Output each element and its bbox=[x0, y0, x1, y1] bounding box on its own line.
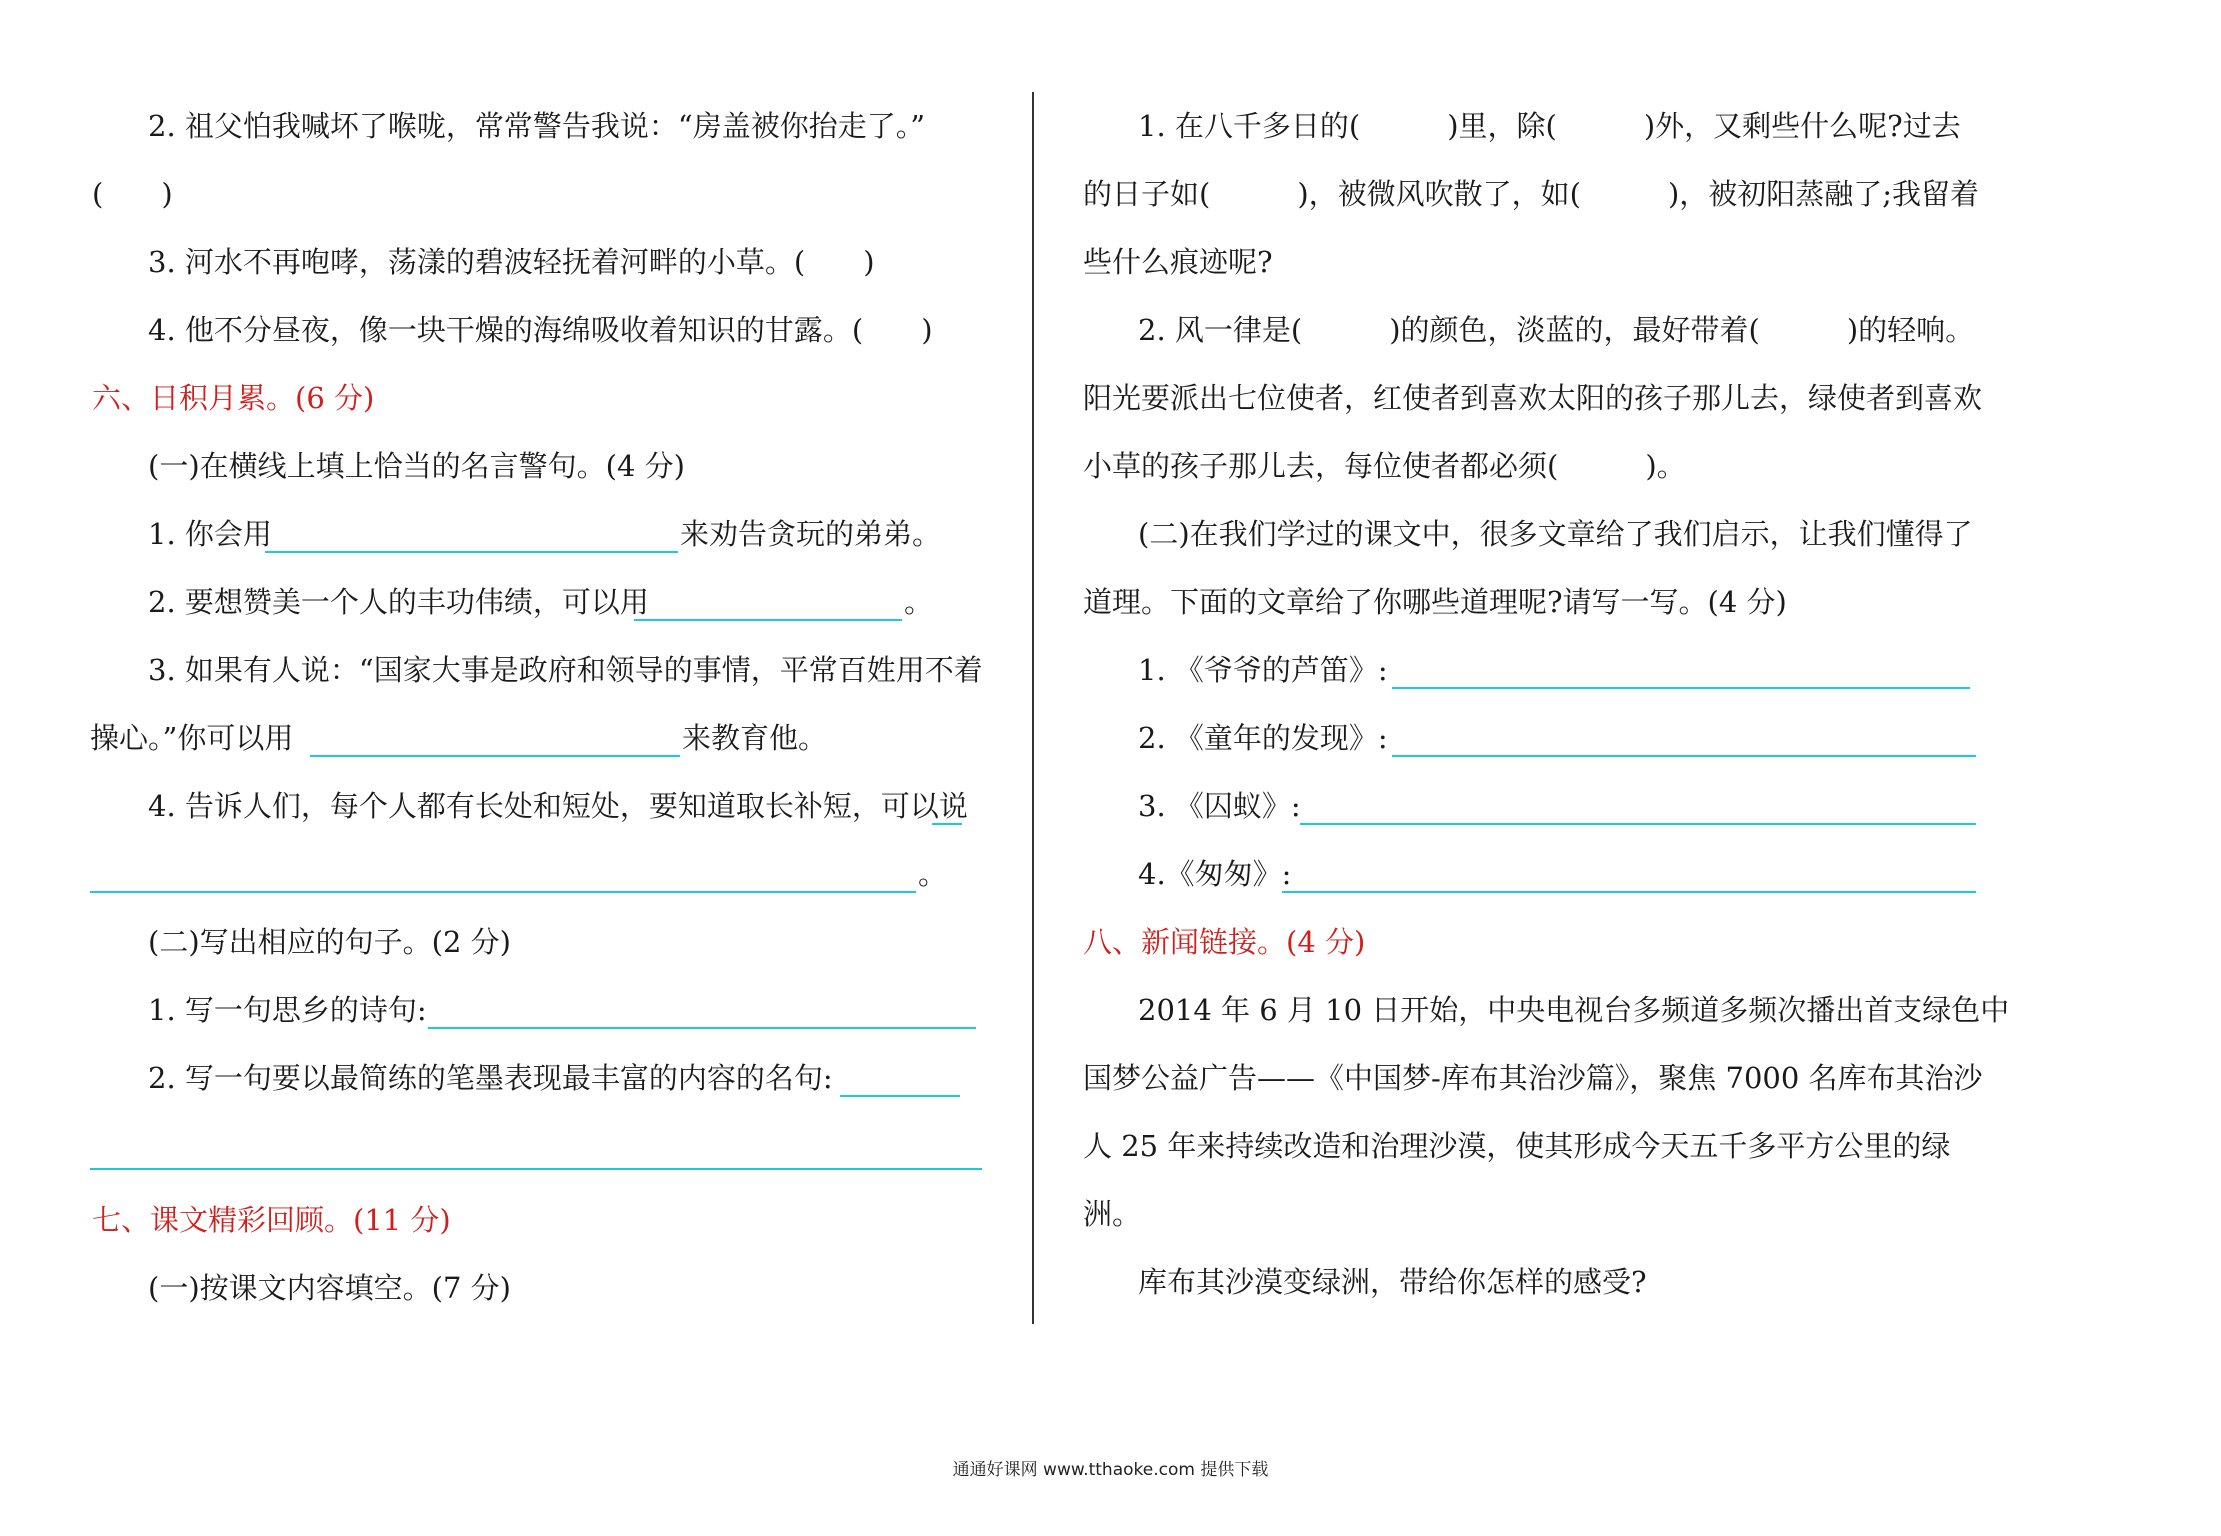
news-line-4: 洲。 bbox=[1083, 1197, 1142, 1231]
s6-item-1-prefix: 1. 你会用 bbox=[148, 517, 272, 551]
r-item-2-line-2: 阳光要派出七位使者，红使者到喜欢太阳的孩子那儿去，绿使者到喜欢 bbox=[1083, 381, 1983, 415]
column-divider bbox=[1032, 92, 1034, 1324]
r-part-2-line-2: 道理。下面的文章给了你哪些道理呢?请写一写。(4 分) bbox=[1083, 585, 1787, 619]
s6-item-4-blank-b[interactable] bbox=[90, 891, 916, 893]
s6-item-3-suffix: 来教育他。 bbox=[682, 721, 828, 755]
q5-item-4: 4. 他不分昼夜，像一块干燥的海绵吸收着知识的甘露。( ) bbox=[148, 313, 933, 347]
section-6-part-2-title: (二)写出相应的句子。(2 分) bbox=[148, 925, 511, 959]
lesson-4-label: 4.《匆匆》: bbox=[1138, 857, 1292, 891]
s6-item-4-blank-a[interactable] bbox=[932, 823, 962, 825]
section-7-part-1-title: (一)按课文内容填空。(7 分) bbox=[148, 1271, 511, 1305]
s6-item-2-suffix: 。 bbox=[904, 585, 934, 619]
s6-item-3-prefix: 操心。”你可以用 bbox=[90, 721, 294, 755]
s6-item-1-blank[interactable] bbox=[265, 551, 678, 553]
s6-item-3-line-1: 3. 如果有人说：“国家大事是政府和领导的事情，平常百姓用不着 bbox=[148, 653, 983, 687]
s6-item-2-prefix: 2. 要想赞美一个人的丰功伟绩，可以用 bbox=[148, 585, 649, 619]
s6b-item-1-blank[interactable] bbox=[428, 1027, 976, 1029]
news-line-3: 人 25 年来持续改造和治理沙漠，使其形成今天五千多平方公里的绿 bbox=[1083, 1129, 1951, 1163]
section-7-title: 七、课文精彩回顾。(11 分) bbox=[92, 1203, 451, 1237]
footer-source: 通通好课网 www.tthaoke.com 提供下载 bbox=[952, 1460, 1269, 1480]
news-question: 库布其沙漠变绿洲，带给你怎样的感受? bbox=[1138, 1265, 1647, 1299]
lesson-3-blank[interactable] bbox=[1300, 823, 1976, 825]
s6b-item-2-blank-a[interactable] bbox=[840, 1095, 960, 1097]
q5-item-2-line-1: 2. 祖父怕我喊坏了喉咙，常常警告我说：“房盖被你抬走了。” bbox=[148, 109, 926, 143]
lesson-1-label: 1. 《爷爷的芦笛》: bbox=[1138, 653, 1388, 687]
news-line-1: 2014 年 6 月 10 日开始，中央电视台多频道多频次播出首支绿色中 bbox=[1138, 993, 2010, 1027]
q5-item-3: 3. 河水不再咆哮，荡漾的碧波轻抚着河畔的小草。( ) bbox=[148, 245, 875, 279]
section-8-title: 八、新闻链接。(4 分) bbox=[1083, 925, 1366, 959]
lesson-2-blank[interactable] bbox=[1392, 755, 1976, 757]
q5-item-2-answer-brackets[interactable]: ( ) bbox=[92, 177, 173, 211]
lesson-4-blank[interactable] bbox=[1282, 891, 1976, 893]
lesson-1-blank[interactable] bbox=[1392, 687, 1970, 689]
lesson-3-label: 3. 《囚蚁》: bbox=[1138, 789, 1301, 823]
section-6-title: 六、日积月累。(6 分) bbox=[92, 381, 375, 415]
s6-item-3-blank[interactable] bbox=[310, 755, 680, 757]
r-item-1-line-2: 的日子如( )，被微风吹散了，如( )，被初阳蒸融了;我留着 bbox=[1083, 177, 1980, 211]
r-part-2-line-1: (二)在我们学过的课文中，很多文章给了我们启示，让我们懂得了 bbox=[1138, 517, 1973, 551]
s6-item-4-line-1: 4. 告诉人们，每个人都有长处和短处，要知道取长补短，可以说 bbox=[148, 789, 968, 823]
s6b-item-2: 2. 写一句要以最简练的笔墨表现最丰富的内容的名句: bbox=[148, 1061, 833, 1095]
s6-item-4-end: 。 bbox=[918, 857, 948, 891]
r-item-1-line-1: 1. 在八千多日的( )里，除( )外，又剩些什么呢?过去 bbox=[1138, 109, 1961, 143]
r-item-2-line-1: 2. 风一律是( )的颜色，淡蓝的，最好带着( )的轻响。 bbox=[1138, 313, 1975, 347]
s6b-item-2-blank-b[interactable] bbox=[90, 1168, 982, 1170]
s6-item-2-blank[interactable] bbox=[634, 619, 902, 621]
section-6-part-1-title: (一)在横线上填上恰当的名言警句。(4 分) bbox=[148, 449, 685, 483]
s6-item-1-suffix: 来劝告贪玩的弟弟。 bbox=[680, 517, 942, 551]
news-line-2: 国梦公益广告——《中国梦-库布其治沙篇》，聚焦 7000 名库布其治沙 bbox=[1083, 1061, 1983, 1095]
r-item-1-line-3: 些什么痕迹呢? bbox=[1083, 245, 1273, 279]
s6b-item-1: 1. 写一句思乡的诗句: bbox=[148, 993, 427, 1027]
lesson-2-label: 2. 《童年的发现》: bbox=[1138, 721, 1388, 755]
r-item-2-line-3: 小草的孩子那儿去，每位使者都必须( )。 bbox=[1083, 449, 1686, 483]
